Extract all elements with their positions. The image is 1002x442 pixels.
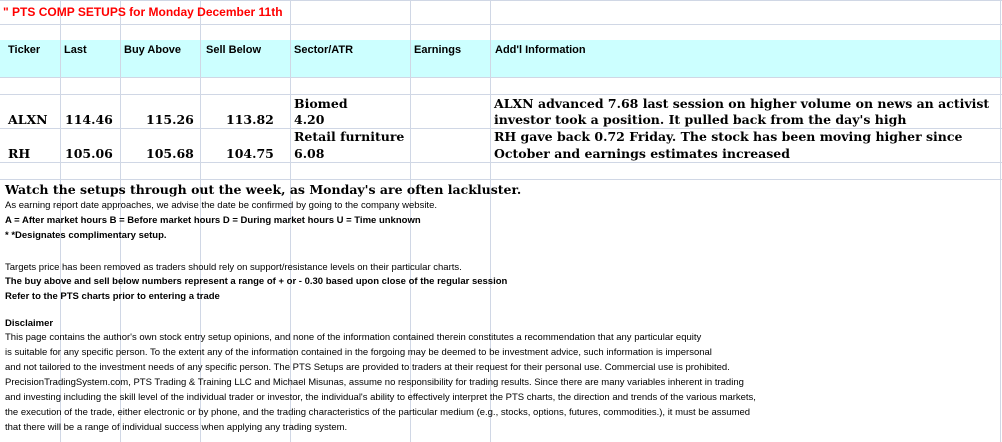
time-legend: A = After market hours B = Before market hours D = During market hours U = Time unknown xyxy=(5,215,421,226)
disclaimer-line: PrecisionTradingSystem.com, PTS Trading & Training LLC and Michael Misunas, assume no responsibility for trading results. Since there are many variables inherent in trading xyxy=(5,377,744,388)
row-buy-above: 115.26 xyxy=(146,112,194,127)
disclaimer-line: is suitable for any specific person. To the extent any of the information contained in the forgoing may be deemed to be investment advice, such information is impersonal xyxy=(5,347,712,358)
refer-note: Refer to the PTS charts prior to entering a trade xyxy=(5,291,220,302)
row-last: 114.46 xyxy=(65,112,113,127)
header-info: Add'l Information xyxy=(495,44,586,56)
header-sell-below: Sell Below xyxy=(206,44,262,56)
row-atr: 4.20 xyxy=(294,112,325,127)
header-last: Last xyxy=(64,44,87,56)
header-earnings: Earnings xyxy=(414,44,462,56)
row-info-line2: investor took a position. It pulled back from the day's high xyxy=(494,112,907,127)
row-sector: Retail furniture xyxy=(294,129,405,144)
row-info-line1: ALXN advanced 7.68 last session on higher volume on news an activist xyxy=(494,96,990,111)
row-info-line1: RH gave back 0.72 Friday. The stock has been moving higher since xyxy=(494,129,963,144)
disclaimer-title: Disclaimer xyxy=(5,318,54,329)
disclaimer-line: and investing including the skill level of the individual trader or investor, the individual's ability to effectively interpret the PTS charts, the direction and trends of the various markets, xyxy=(5,392,756,403)
header-ticker: Ticker xyxy=(8,44,41,56)
row-ticker: ALXN xyxy=(8,112,48,127)
disclaimer-line: that there will be a range of individual success when applying any trading system. xyxy=(5,422,348,433)
disclaimer-line: This page contains the author's own stock entry setup opinions, and none of the information contained therein constitutes a recommendation that any particular equity xyxy=(5,332,702,343)
row-ticker: RH xyxy=(8,146,31,161)
earning-note: As earning report date approaches, we advise the date be confirmed by going to the company website. xyxy=(5,200,437,211)
sheet-title: " PTS COMP SETUPS for Monday December 11th xyxy=(3,5,283,19)
complimentary-note: * *Designates complimentary setup. xyxy=(5,230,167,241)
row-sector: Biomed xyxy=(294,96,348,111)
row-sell-below: 104.75 xyxy=(226,146,274,161)
header-sector-atr: Sector/ATR xyxy=(294,44,354,56)
targets-note: Targets price has been removed as traders should rely on support/resistance levels on their particular charts. xyxy=(5,262,462,273)
row-atr: 6.08 xyxy=(294,146,325,161)
header-buy-above: Buy Above xyxy=(124,44,182,56)
row-buy-above: 105.68 xyxy=(146,146,194,161)
disclaimer-line: and not tailored to the investment needs of any specific person. The PTS Setups are provided to traders at their request for their personal use. Commercial use is prohibited. xyxy=(5,362,730,373)
watch-note: Watch the setups through out the week, as Monday's are often lackluster. xyxy=(5,182,522,197)
row-last: 105.06 xyxy=(65,146,113,161)
row-info-line2: October and earnings estimates increased xyxy=(494,146,790,161)
disclaimer-line: the execution of the trade, either electronic or by phone, and the trading characteristics of the particular medium (e.g., stocks, options, futures, commodities.), it must be assumed xyxy=(5,407,751,418)
row-sell-below: 113.82 xyxy=(226,112,274,127)
range-note: The buy above and sell below numbers represent a range of + or - 0.30 based upon close of the regular session xyxy=(5,276,508,287)
